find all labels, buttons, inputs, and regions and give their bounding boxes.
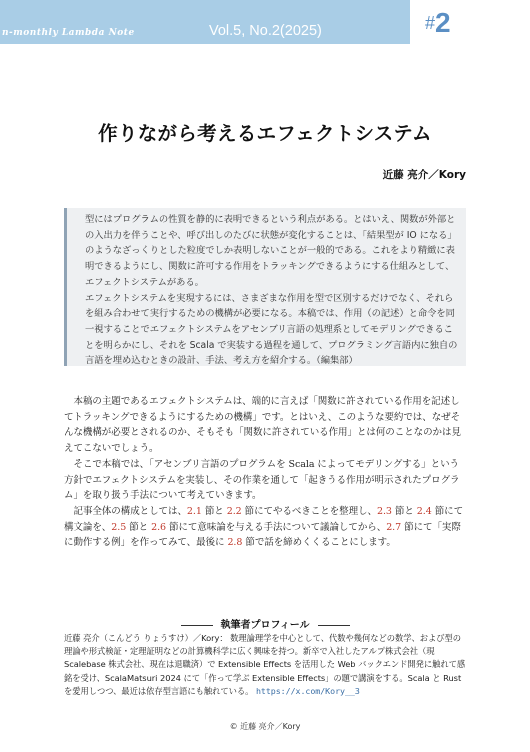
profile-heading [0, 616, 530, 631]
body-text: 節と [201, 505, 227, 517]
section-ref-link[interactable]: 2.3 [376, 505, 392, 517]
section-ref-link[interactable]: 2.1 [186, 505, 202, 517]
article-author: 近藤 亮介／Kory [382, 169, 466, 181]
article-title: 作りながら考えるエフェクトシステム [98, 122, 432, 145]
body-text: 節で話を締めくくることにします。 [242, 537, 396, 549]
body-text: 節と [126, 521, 152, 533]
section-ref-link[interactable]: 2.6 [151, 521, 167, 533]
section-ref-link[interactable]: 2.4 [416, 505, 432, 517]
issue-num: 2 [435, 7, 451, 38]
section-ref-link[interactable]: 2.8 [227, 537, 243, 549]
author-profile [64, 632, 468, 698]
page-header [0, 0, 530, 44]
body-text: 節にてやるべきことを整理し、 [241, 505, 377, 517]
profile-heading-text: 執筆者プロフィール [220, 620, 310, 631]
abstract-paragraph: エフェクトシステムを実現するには、さまざまな作用を型で区別するだけでなく、それらを組み合わせて実行するための機構が必要になる。本稿では、作用（の記述）と命令を同一視することでエフェクトシステムをアセンブリ言語の処理系としてモデリングできることを明らかにし、それを Scala で実装する過程を通して、プログラミング言語内に独自の言語を埋め込むときの設計、手法、考え方を紹介する。（編集部） [85, 292, 458, 367]
abstract-paragraph: 型にはプログラムの性質を静的に表明できるという利点がある。とはいえ、関数が外部との入出力を伴うことや、呼び出しのたびに状態が変化することは、「結果型が IO になる」のようなざっくりとした粒度でしか表明しないことが一般的である。これをより精緻に表明できるようにし、関数に許可する作用をトラッキングできるようにする仕組みとして、エフェクトシステムがある。 [85, 214, 457, 288]
article-body [64, 394, 468, 551]
body-text: 節にて「実際に動作する例」を作ってみて、最後に [64, 521, 461, 549]
section-ref-link[interactable]: 2.7 [386, 521, 402, 533]
body-paragraph: そこで本稿では、「アセンブリ言語のプログラムを Scala によってモデリングする」という方針でエフェクトシステムを実装し、その作業を通して「起きうる作用が明示されたプログラム」を取り扱う手法について考えていきます。 [64, 458, 460, 502]
profile-text: 近藤 亮介（こんどう りょうすけ）／Kory： 数理論理学を中心として、代数や幾何などの数学、および型の理論や形式検証・定理証明などの計算機科学に広く興味を持つ。新卒で入社したアルプ株式会社（現 Scalebase 株式会社、現在は退職済）で Extensible Effects を活用した Web バックエンド開発に触れて感銘を受け、ScalaMatsuri 2024 にて「作って学ぶ Extensible Effects」の題で講演をする。Scala と Rust を愛用しつつ、最近は依存型言語にも触れている。 [64, 633, 466, 696]
body-text: 記事全体の構成としては、 [73, 505, 187, 517]
body-paragraph [64, 504, 468, 551]
body-text: 節と [391, 505, 417, 517]
section-ref-link[interactable]: 2.2 [226, 505, 242, 517]
body-text: 節にて意味論を与える手法について議論してから、 [166, 521, 387, 533]
body-paragraph: 本稿の主題であるエフェクトシステムは、端的に言えば「関数に許されている作用を記述してトラッキングできるようにするための機構」です。とはいえ、このような要約では、なぜそんな機構が必要とされるのか、そもそも「関数に許されている作用」とは何のことなのかは見えてこないでしょう。 [64, 396, 461, 455]
page-footer: © 近藤 亮介／Kory [229, 722, 301, 731]
body-text: 節にて構文論を、 [64, 505, 464, 533]
section-ref-link[interactable]: 2.5 [111, 521, 127, 533]
volume-label: Vol.5, No.2(2025) [209, 23, 322, 39]
series-name: n-monthly Lambda Note [2, 28, 135, 38]
issue-number [425, 7, 451, 39]
issue-hash: # [425, 13, 436, 33]
profile-link[interactable]: https://x.com/Kory__3 [255, 685, 360, 696]
abstract-box [64, 208, 466, 366]
